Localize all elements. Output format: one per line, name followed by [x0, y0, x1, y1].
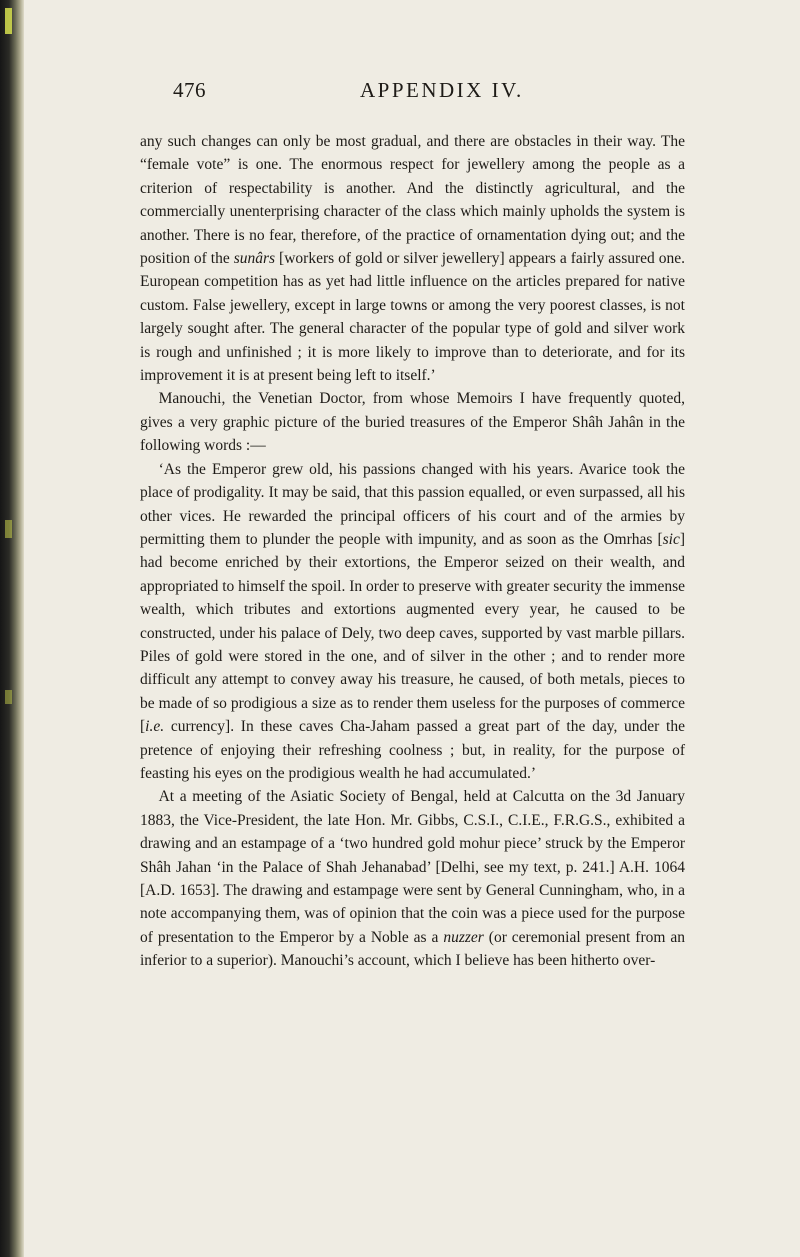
page-number: 476 — [173, 78, 206, 102]
paragraph: Manouchi, the Venetian Doctor, from whose Memoirs I have frequently quoted, gives a very graphic picture of the buried treasures of the Emperor Shâh Jahân in the following words :— — [140, 390, 685, 455]
binding-color-mark — [5, 520, 12, 538]
book-binding-edge — [0, 0, 24, 1257]
italic-term: nuzzer — [443, 928, 484, 946]
italic-term: i.e. — [145, 718, 165, 736]
header-title: APPENDIX IV. — [360, 78, 524, 102]
italic-term: sunârs — [233, 250, 276, 268]
book-page — [140, 70, 685, 973]
paragraph: At a meeting of the Asiatic Society of Bengal, held at Calcutta on the 3d January 1883, the Vice-President, the late Hon. Mr. Gibbs, C.S.I., C.I.E., F.R.G.S., exhibited a drawing and an estampage of a ‘two hundred gold mohur piece’ struck by the Emperor Shâh Jahan ‘in the Palace of Shah Jehanabad’ [Delhi, see my text, p. 241.] A.H. 1064 [A.D. 1653]. The drawing and estampage were sent by General Cunningham, who, in a note accompanying them, was of opinion that the coin was a piece used for the purpose of presentation to the Emperor by a Noble as a nuzzer (or ceremonial present from an inferior to a superior). Manouchi’s account, which I believe has been hitherto over- — [140, 788, 685, 970]
running-header — [140, 70, 685, 130]
paragraph: any such changes can only be most gradual, and there are obstacles in their way. The “female vote” is one. The enormous respect for jewellery among the people as a criterion of respectability is another. And the distinctly agricultural, and the commercially unenterprising character of the class which mainly upholds the system is another. There is no fear, therefore, of the practice of ornamentation dying out; and the position of the sunârs [workers of gold or silver jewellery] appears a fairly assured one. European competition has as yet had little influence on the articles prepared for native custom. False jewellery, except in large towns or among the very poorest classes, is not largely sought after. The general character of the popular type of gold and silver work is rough and unfinished ; it is more likely to improve than to deteriorate, and for its improvement it is at present being left to itself.’ — [140, 133, 685, 385]
binding-color-mark — [5, 8, 12, 34]
binding-color-mark — [5, 690, 12, 704]
paragraph: ‘As the Emperor grew old, his passions changed with his years. Avarice took the place of prodigality. It may be said, that this passion equalled, or even surpassed, all his other vices. He rewarded the principal officers of his court and of the armies by permitting them to plunder the people with impunity, and as soon as the Omrhas [sic] had become enriched by their extortions, the Emperor seized on their wealth, and appropriated to himself the spoil. In order to preserve with greater security the immense wealth, which tributes and extortions augmented every year, he caused to be constructed, under his palace of Dely, two deep caves, supported by vast marble pillars. Piles of gold were stored in the one, and of silver in the other ; and to render more difficult any attempt to convey away his treasure, he caused, of both metals, pieces to be made of so prodigious a size as to render them useless for the purposes of commerce [i.e. currency]. In these caves Cha-Jaham passed a great part of the day, under the pretence of enjoying their refreshing coolness ; but, in reality, for the purpose of feasting his eyes on the prodigious wealth he had accumulated.’ — [140, 460, 685, 782]
body-text — [140, 130, 685, 973]
italic-term: sic — [662, 530, 680, 548]
